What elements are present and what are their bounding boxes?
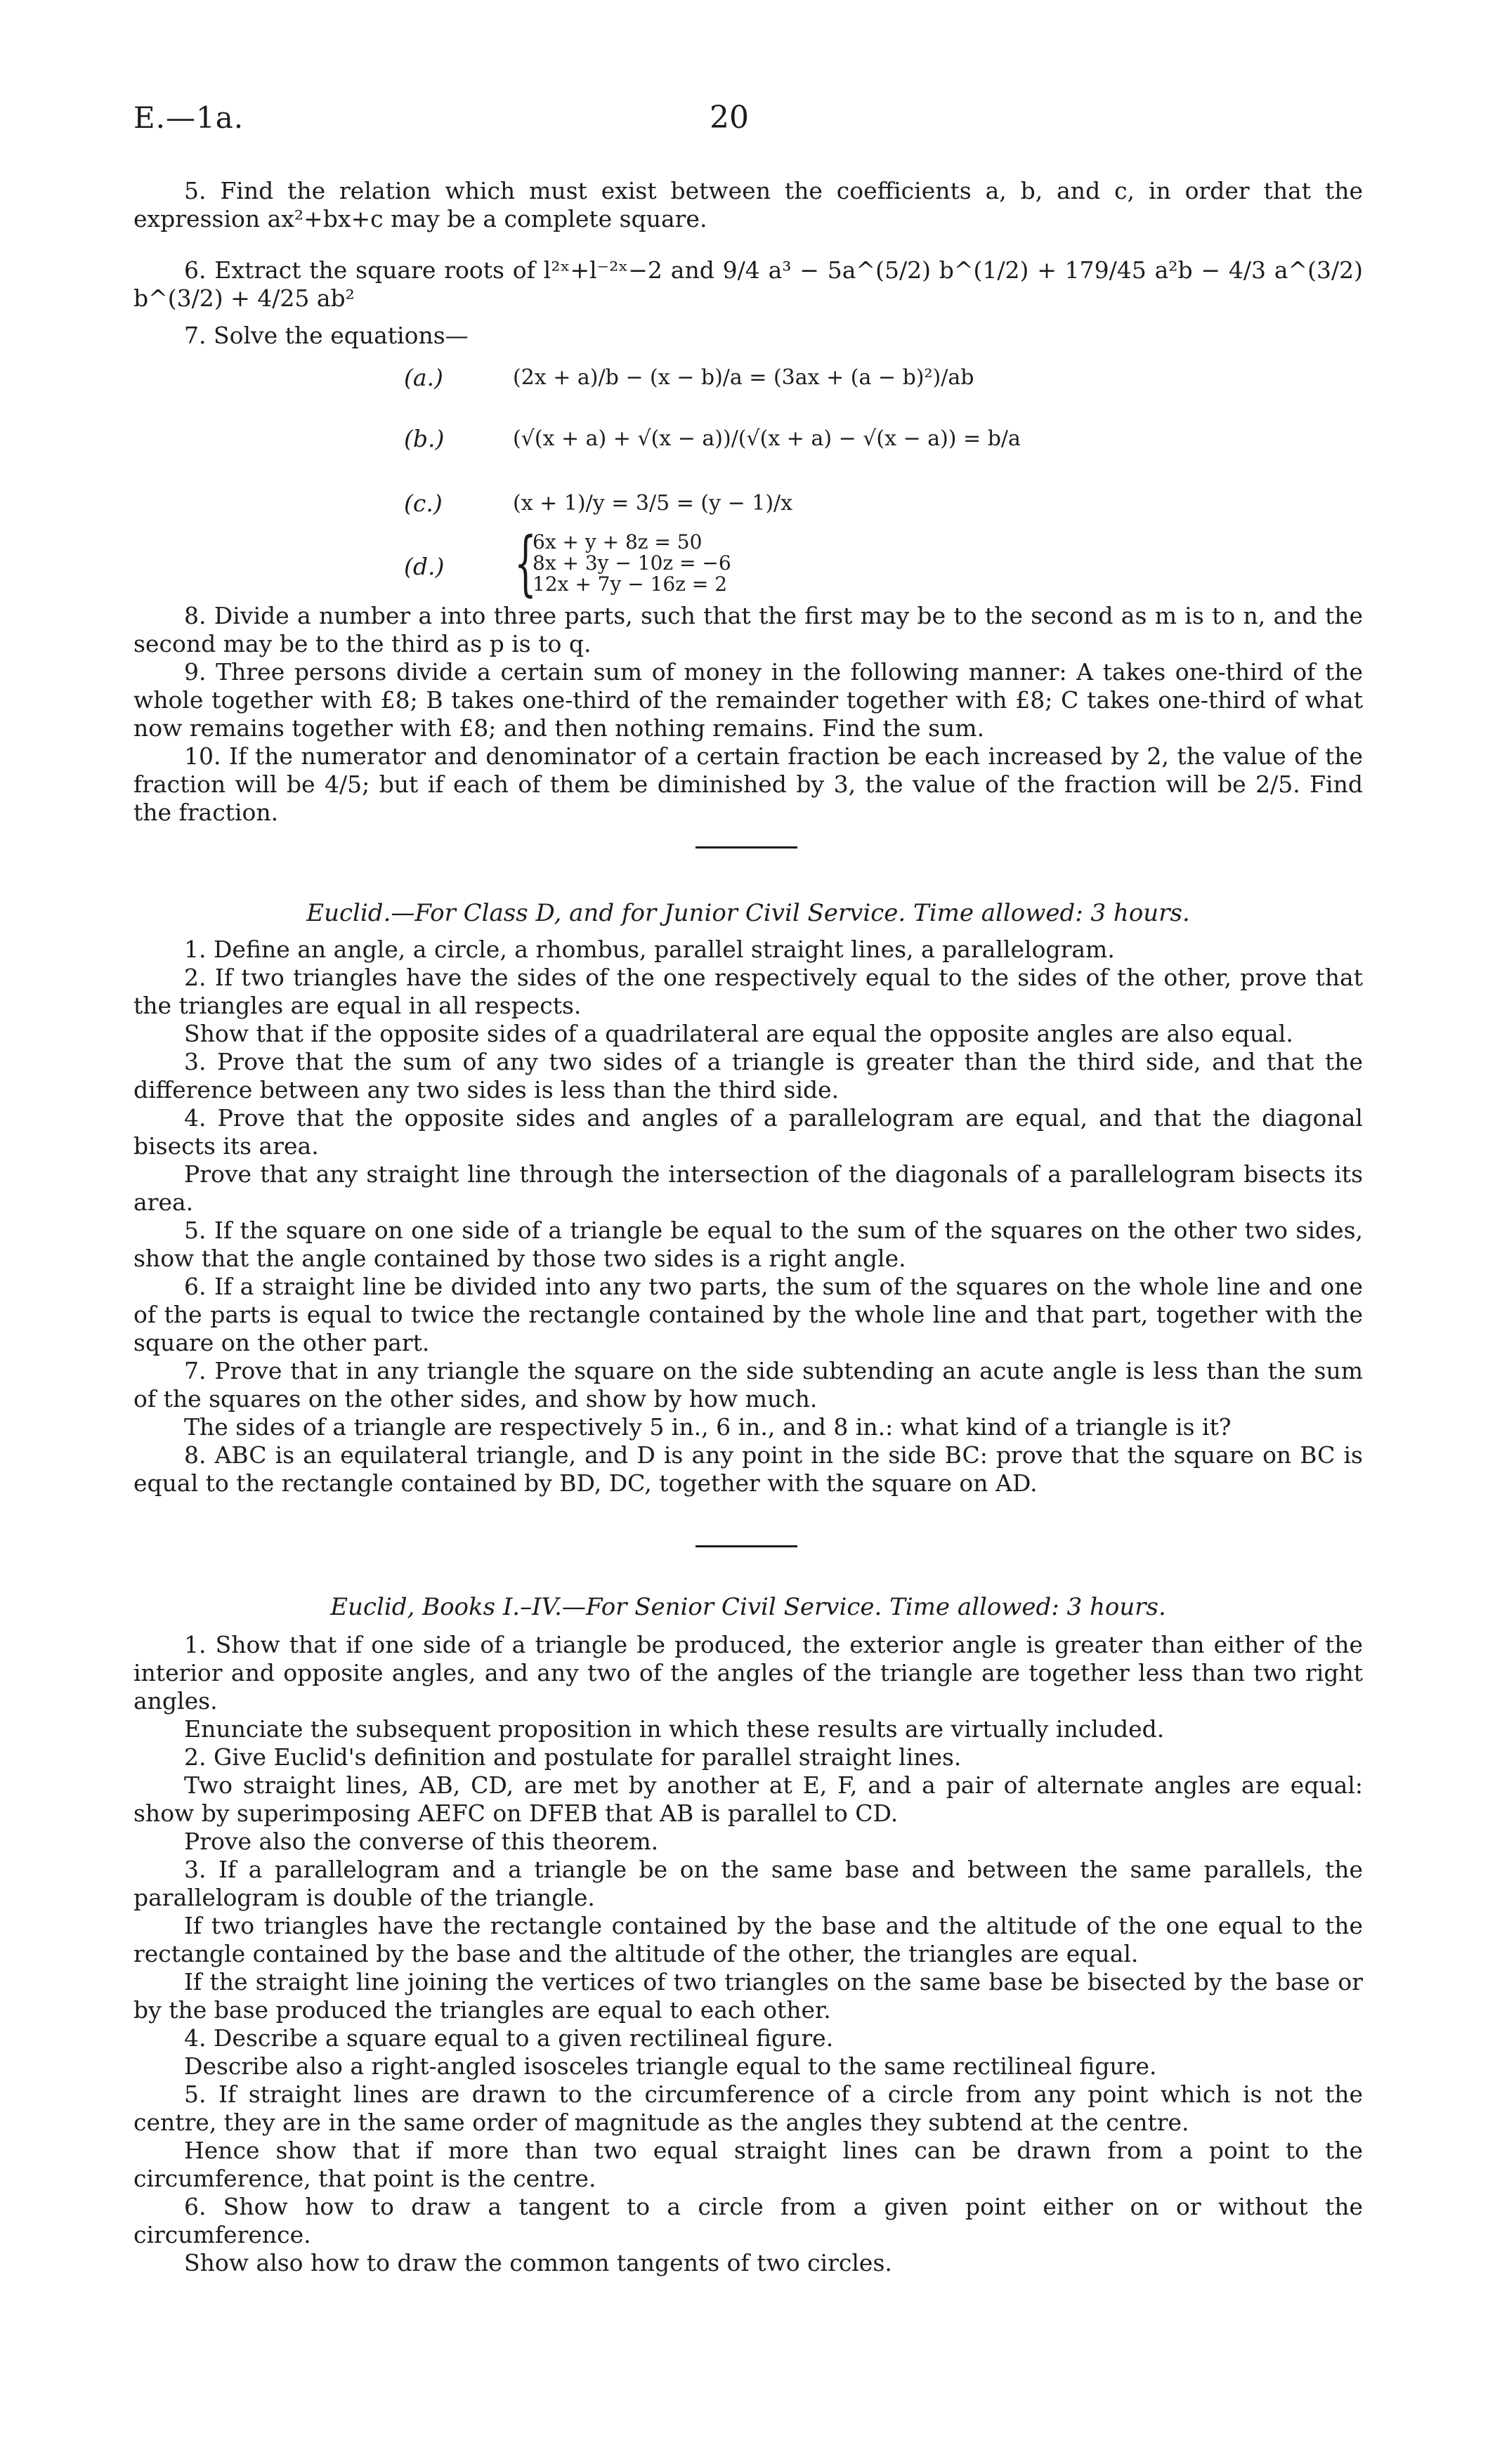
euclid-senior-q1: 1. Show that if one side of a triangle be produced, the exterior angle is greater than either of the interior and opposite angles, and any two of the angles of the triangle are together less than two right angles. xyxy=(133,1631,1363,1715)
euclid-senior-q2c: Prove also the converse of this theorem. xyxy=(184,1828,659,1855)
euclid-d-q4: 4. Prove that the opposite sides and angles of a parallelogram are equal, and that the diagonal bisects its area. xyxy=(133,1104,1363,1160)
eq-d-label: (d.) xyxy=(404,553,445,580)
q6-prefix: 6. Extract the square roots of xyxy=(184,256,535,284)
eq-c-label: (c.) xyxy=(404,490,443,517)
euclid-d-q7: 7. Prove that in any triangle the square on the side subtending an acute angle is less than the sum of the squares on the other sides, and show by how much. xyxy=(133,1357,1363,1413)
page-number: 20 xyxy=(710,100,749,136)
euclid-d-q3: 3. Prove that the sum of any two sides of a triangle is greater than the third side, and that the difference between any two sides is less than the third side. xyxy=(133,1048,1363,1103)
euclid-senior-q3b: If two triangles have the rectangle contained by the base and the altitude of the one equal to the rectangle contained by the base and the altitude of the other, the triangles are equal. xyxy=(133,1912,1363,1967)
algebra-q6-block xyxy=(133,256,1363,313)
eq-c: (x + 1)/y = 3/5 = (y − 1)/x xyxy=(513,491,793,516)
eq-d2: 8x + 3y − 10z = −6 xyxy=(533,551,731,575)
euclid-senior-q6b: Show also how to draw the common tangents of two circles. xyxy=(184,2249,892,2276)
euclid-d-q8: 8. ABC is an equilateral triangle, and D is any point in the side BC: prove that the square on BC is equal to the rectangle contained by BD, DC, together with the square on AD. xyxy=(133,1441,1363,1497)
euclid-d-q6: 6. If a straight line be divided into any two parts, the sum of the squares on the whole line and one of the parts is equal to twice the rectangle contained by the whole line and that part, together with the square on the other part. xyxy=(133,1273,1363,1356)
euclid-d-heading: Euclid.—For Class D, and for Junior Civil Service. Time allowed: 3 hours. xyxy=(306,899,1190,927)
section-divider-1 xyxy=(696,846,797,848)
euclid-d-q2b: Show that if the opposite sides of a quadrilateral are equal the opposite angles are also equal. xyxy=(184,1020,1293,1047)
algebra-q8: 8. Divide a number a into three parts, such that the first may be to the second as m is to n, and the second may be to the third as p is to q. xyxy=(133,602,1363,657)
euclid-senior-q6: 6. Show how to draw a tangent to a circle from a given point either on or without the circumference. xyxy=(133,2193,1363,2248)
algebra-q7: 7. Solve the equations— xyxy=(184,322,469,349)
eq-d3: 12x + 7y − 16z = 2 xyxy=(533,572,728,596)
euclid-senior-q4b: Describe also a right-angled isosceles triangle equal to the same rectilineal figure. xyxy=(184,2052,1157,2080)
euclid-d-q5: 5. If the square on one side of a triangle be equal to the sum of the squares on the other two sides, show that the angle contained by those two sides is a right angle. xyxy=(133,1217,1363,1272)
algebra-q9: 9. Three persons divide a certain sum of money in the following manner: A takes one-third of the whole together with £8; B takes one-third of the remainder together with £8; C takes one-third of what now remains together with £8; and then nothing remains. Find the sum. xyxy=(133,658,1363,742)
section-divider-2 xyxy=(696,1545,797,1547)
series-label: E.—1a. xyxy=(133,100,244,135)
euclid-senior-block xyxy=(133,1631,1363,2277)
algebra-q5-block xyxy=(133,177,1363,233)
euclid-d-block xyxy=(133,936,1363,1498)
eq-a: (2x + a)/b − (x − b)/a = (3ax + (a − b)²)/ab xyxy=(513,365,974,390)
algebra-q10: 10. If the numerator and denominator of a certain fraction be each increased by 2, the value of the fraction will be 4/5; but if each of them be diminished by 3, the value of the fraction will be 2/5. Find the fraction. xyxy=(133,742,1363,826)
algebra-q8-10-block xyxy=(133,602,1363,827)
eq-b: (√(x + a) + √(x − a))/(√(x + a) − √(x − a)) = b/a xyxy=(513,426,1021,451)
euclid-senior-q4: 4. Describe a square equal to a given rectilineal figure. xyxy=(184,2024,834,2052)
q6-expr2: 9/4 a³ − 5a^(5/2) b^(1/2) + 179/45 a²b − 4/3 a^(3/2) b^(3/2) + 4/25 ab² xyxy=(133,256,1364,312)
euclid-d-q2: 2. If two triangles have the sides of the one respectively equal to the sides of the other, prove that the triangles are equal in all respects. xyxy=(133,964,1363,1019)
eq-a-label: (a.) xyxy=(404,364,443,391)
euclid-senior-q3: 3. If a parallelogram and a triangle be on the same base and between the same parallels, the parallelogram is double of the triangle. xyxy=(133,1856,1363,1911)
algebra-q5: 5. Find the relation which must exist between the coefficients a, b, and c, in order that the expression ax²+bx+c may be a complete square. xyxy=(133,177,1363,232)
euclid-senior-q3c: If the straight line joining the vertices of two triangles on the same base be bisected by the base or by the base produced the triangles are equal to each other. xyxy=(133,1968,1363,2024)
algebra-q7-block xyxy=(133,322,1363,350)
euclid-d-q7b: The sides of a triangle are respectively 5 in., 6 in., and 8 in.: what kind of a triangle is it? xyxy=(184,1413,1232,1441)
euclid-senior-q5: 5. If straight lines are drawn to the circumference of a circle from any point which is not the centre, they are in the same order of magnitude as the angles they subtend at the centre. xyxy=(133,2080,1363,2136)
q6-and: and xyxy=(670,256,714,284)
euclid-senior-heading: Euclid, Books I.–IV.—For Senior Civil Service. Time allowed: 3 hours. xyxy=(330,1593,1166,1621)
euclid-d-q1: 1. Define an angle, a circle, a rhombus, parallel straight lines, a parallelogram. xyxy=(184,936,1115,963)
euclid-senior-q2b: Two straight lines, AB, CD, are met by another at E, F, and a pair of alternate angles are equal: show by superimposing AEFC on DFEB that AB is parallel to CD. xyxy=(133,1771,1363,1827)
euclid-senior-q2: 2. Give Euclid's definition and postulate for parallel straight lines. xyxy=(184,1743,962,1771)
algebra-q6 xyxy=(133,256,1363,313)
q6-expr1: l²ˣ+l⁻²ˣ−2 xyxy=(543,256,662,284)
brace-symbol: { xyxy=(514,522,537,604)
euclid-d-q4b: Prove that any straight line through the intersection of the diagonals of a parallelogram bisects its area. xyxy=(133,1160,1363,1216)
euclid-senior-q5b: Hence show that if more than two equal straight lines can be drawn from a point to the circumference, that point is the centre. xyxy=(133,2137,1363,2192)
eq-d1: 6x + y + 8z = 50 xyxy=(533,530,703,553)
euclid-senior-q1b: Enunciate the subsequent proposition in which these results are virtually included. xyxy=(184,1715,1165,1743)
eq-b-label: (b.) xyxy=(404,425,445,452)
